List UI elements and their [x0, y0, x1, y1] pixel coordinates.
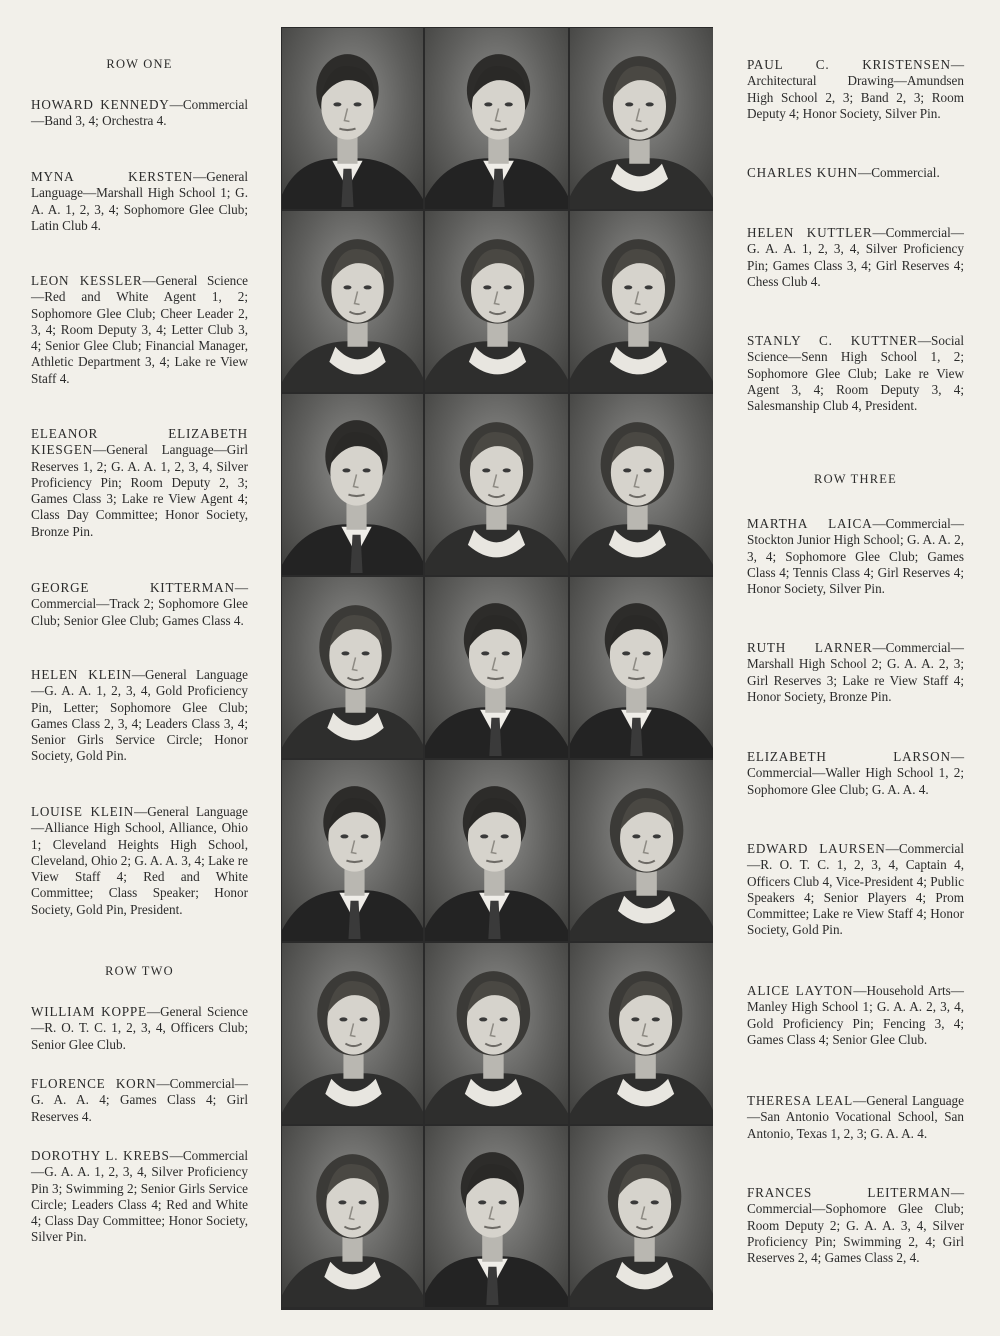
biography-entry [31, 667, 248, 765]
student-details: —General Language—Girl Reserves 1, 2; G. A. A. 1, 2, 3, 4, Silver Proficiency Pin; Room Deputy 2, 3; Games Class 3; Lake re View Agent 4; Class Day Committee; Honor Society, Bronze Pin. [31, 442, 248, 539]
student-details: —General Language—Marshall High School 1; G. A. A. 1, 2, 3, 4; Sophomore Glee Club; Latin Club 4. [31, 169, 248, 233]
student-name: EDWARD LAURSEN [747, 841, 886, 856]
biography-entry [747, 333, 964, 414]
student-name: STANLY C. KUTTNER [747, 333, 918, 348]
biography-entry [747, 516, 964, 597]
row-two-heading: ROW TWO [105, 964, 174, 978]
portrait-woman [425, 943, 568, 1124]
portrait-man [570, 577, 713, 758]
student-details: —General Language—G. A. A. 1, 2, 3, 4, Gold Proficiency Pin, Letter; Sophomore Glee Club; Games Class 2, 3, 4; Leaders Class 3, 4; Senior Girls Service Circle; Honor Society, Gold Pin. [31, 667, 248, 764]
biography-entry [31, 1004, 248, 1053]
biography-entry [31, 273, 248, 387]
biography-entry [31, 97, 248, 130]
student-details: —Commercial—Stockton Junior High School; G. A. A. 2, 3, 4; Sophomore Glee Club; Games Class 4; Tennis Class 4; Girl Reserves 4; Honor Society, Silver Pin. [747, 516, 964, 597]
biography-entry [31, 580, 248, 629]
student-details: —General Language—San Antonio Vocational School, San Antonio, Texas 1, 2, 3; G. A. A. 4. [747, 1093, 964, 1141]
student-details: —Commercial—G. A. A. 4; Games Class 4; Girl Reserves 4. [31, 1076, 248, 1124]
portrait-man [425, 1126, 568, 1307]
biography-entry [31, 1076, 248, 1125]
student-name: HOWARD KENNEDY [31, 97, 170, 112]
student-name: MYNA KERSTEN [31, 169, 194, 184]
student-details: —Commercial—Band 3, 4; Orchestra 4. [31, 97, 248, 129]
student-name: HELEN KLEIN [31, 667, 132, 682]
portrait-woman [570, 1126, 713, 1307]
student-name: FLORENCE KORN [31, 1076, 157, 1091]
student-details: —General Science—Red and White Agent 1, 2; Sophomore Glee Club; Cheer Leader 2, 3, 4; Room Deputy 3, 4; Letter Club 3, 4; Senior Glee Club; Financial Manager, Athletic Department 3, 4; Lake re View Staff 4. [31, 273, 248, 386]
biography-entry [747, 983, 964, 1048]
student-details: —Commercial—Track 2; Sophomore Glee Club; Senior Glee Club; Games Class 4. [31, 580, 248, 628]
portrait-woman [570, 394, 713, 575]
portrait-man [282, 28, 423, 209]
row-one-heading: ROW ONE [106, 57, 173, 71]
portrait-photo-grid [281, 27, 713, 1310]
portrait-man [282, 394, 423, 575]
student-details: —Commercial—Waller High School 1, 2; Sophomore Glee Club; G. A. A. 4. [747, 749, 964, 797]
student-name: PAUL C. KRISTENSEN [747, 57, 951, 72]
student-details: —Commercial—G. A. A. 1, 2, 3, 4, Silver Proficiency Pin 3; Swimming 2; Senior Girls Service Circle; Leaders Class 4; Red and White 4; Class Day Committee; Honor Society, Silver Pin. [31, 1148, 248, 1245]
portrait-woman [425, 394, 568, 575]
student-details: —Social Science—Senn High School 1, 2; Sophomore Glee Club; Lake re View Agent 3, 4; Room Deputy 3, 4; Salesmanship Club 4, President. [747, 333, 964, 414]
portrait-woman [282, 211, 423, 392]
portrait-man [282, 760, 423, 941]
portrait-man [425, 760, 568, 941]
portrait-woman [570, 760, 713, 941]
student-name: DOROTHY L. KREBS [31, 1148, 170, 1163]
portrait-man [425, 577, 568, 758]
portrait-woman [425, 211, 568, 392]
portrait-woman [282, 1126, 423, 1307]
student-name: WILLIAM KOPPE [31, 1004, 147, 1019]
student-details: —Commercial—Marshall High School 2; G. A. A. 2, 3; Girl Reserves 3; Lake re View Staff 4; Honor Society, Bronze Pin. [747, 640, 964, 704]
biography-entry [747, 640, 964, 705]
student-name: FRANCES LEITERMAN [747, 1185, 951, 1200]
biography-entry [747, 165, 964, 181]
student-details: —Commercial—G. A. A. 1, 2, 3, 4, Silver Proficiency Pin; Games Class 3, 4; Girl Reserves 4; Chess Club 4. [747, 225, 964, 289]
biography-entry [747, 749, 964, 798]
student-details: —Household Arts—Manley High School 1; G. A. A. 2, 3, 4, Gold Proficiency Pin; Fencing 3, 4; Games Class 4; Senior Glee Club. [747, 983, 964, 1047]
row-three-heading: ROW THREE [814, 472, 897, 486]
portrait-woman [570, 943, 713, 1124]
student-name: GEORGE KITTERMAN [31, 580, 235, 595]
student-name: ALICE LAYTON [747, 983, 854, 998]
biography-entry [31, 1148, 248, 1246]
student-details: —Architectural Drawing—Amundsen High School 2, 3; Band 2, 3; Room Deputy 4; Honor Society, Silver Pin. [747, 57, 964, 121]
biography-entry [747, 1185, 964, 1266]
biography-entry [747, 225, 964, 290]
biography-entry [31, 426, 248, 540]
student-name: CHARLES KUHN [747, 165, 859, 180]
biography-entry [747, 841, 964, 939]
student-name: LEON KESSLER [31, 273, 143, 288]
student-name: THERESA LEAL [747, 1093, 853, 1108]
biography-entry [31, 169, 248, 234]
portrait-woman [570, 211, 713, 392]
student-details: —Commercial—Sophomore Glee Club; Room Deputy 2; G. A. A. 3, 4, Silver Proficiency Pin; Swimming 2, 4; Girl Reserves 2, 4; Games Class 2, 4. [747, 1185, 964, 1266]
student-details: —General Science—R. O. T. C. 1, 2, 3, 4, Officers Club; Senior Glee Club. [31, 1004, 248, 1052]
portrait-woman [282, 577, 423, 758]
portrait-woman [570, 28, 713, 209]
biography-entry [747, 57, 964, 122]
biography-entry [31, 804, 248, 918]
student-name: LOUISE KLEIN [31, 804, 135, 819]
student-details: —Commercial. [858, 165, 940, 180]
student-details: —Commercial—R. O. T. C. 1, 2, 3, 4, Captain 4, Officers Club 4, Vice-President 4; Public Speakers 4; Senior Players 4; Prom Committee; Lake re View Staff 4; Honor Society, Gold Pin. [747, 841, 964, 938]
student-name: ELIZABETH LARSON [747, 749, 951, 764]
student-name: MARTHA LAICA [747, 516, 873, 531]
biography-entry [747, 1093, 964, 1142]
student-name: ELEANOR ELIZABETH KIESGEN [31, 426, 248, 458]
portrait-woman [282, 943, 423, 1124]
student-name: RUTH LARNER [747, 640, 873, 655]
student-details: —General Language—Alliance High School, Alliance, Ohio 1; Cleveland Heights High School, Cleveland, Ohio 2; G. A. A. 3, 4; Lake re View Staff 4; Red and White Committee; Class Speaker; Honor Society, Gold Pin, President. [31, 804, 248, 917]
portrait-man [425, 28, 568, 209]
student-name: HELEN KUTTLER [747, 225, 873, 240]
